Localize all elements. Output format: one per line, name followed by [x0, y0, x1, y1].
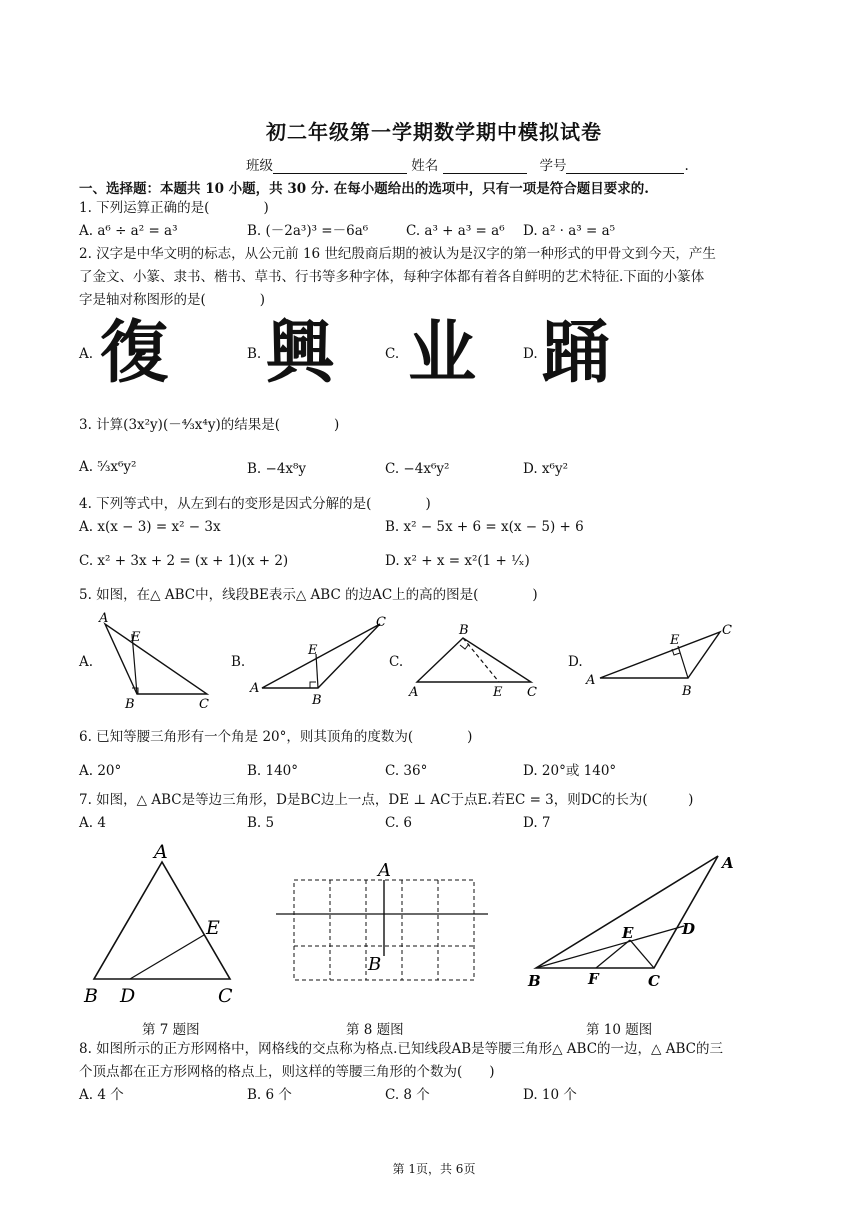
label: F	[588, 970, 599, 988]
q6-option-d[interactable]: D. 20°或 140°	[523, 763, 617, 779]
q6-option-b[interactable]: B. 140°	[247, 763, 299, 779]
q2-option-b[interactable]: B.	[247, 346, 262, 362]
label: C	[648, 972, 660, 990]
label: E	[206, 917, 220, 939]
label: A	[250, 681, 260, 696]
q8-line1: 8. 如图所示的正方形网格中，网格线的交点称为格点.已知线段AB是等腰三角形△ ABC的一边，△ ABC的三	[79, 1041, 723, 1057]
q7-option-b[interactable]: B. 5	[247, 815, 275, 831]
q6-option-c[interactable]: C. 36°	[385, 763, 428, 779]
label: D	[120, 985, 136, 1007]
q5-option-b[interactable]: B.	[231, 654, 246, 670]
label: C	[218, 985, 233, 1007]
figure-8-caption: 第 8 题图	[346, 1022, 404, 1038]
label: C	[527, 685, 537, 700]
figure-10-caption: 第 10 题图	[586, 1022, 653, 1038]
label: C	[199, 697, 209, 712]
q4-option-b[interactable]: B. x² − 5x + 6 = x(x − 5) + 6	[385, 519, 584, 535]
label: B	[312, 693, 322, 708]
q1-option-d[interactable]: D. a² · a³ = a⁵	[523, 223, 616, 239]
q2-option-a[interactable]: A.	[79, 346, 94, 362]
q4-option-a[interactable]: A. x(x − 3) = x² − 3x	[79, 519, 221, 535]
q8-option-d[interactable]: D. 10 个	[523, 1087, 577, 1103]
page-footer: 第 1页，共 6页	[392, 1162, 476, 1176]
figure-7	[80, 842, 250, 1012]
q1-option-b[interactable]: B. (－2a³)³ =－6a⁶	[247, 223, 369, 239]
label: A	[409, 685, 419, 700]
label: A	[722, 854, 734, 872]
label: B	[368, 954, 382, 975]
label: C	[376, 615, 386, 630]
label: B	[528, 972, 541, 990]
q4-stem: 4. 下列等式中，从左到右的变形是因式分解的是( )	[79, 496, 431, 512]
q6-stem: 6. 已知等腰三角形有一个角是 20°，则其顶角的度数为( )	[79, 729, 473, 745]
label: A	[378, 860, 391, 881]
q1-option-a[interactable]: A. a⁶ ÷ a² = a³	[79, 223, 178, 239]
section-heading: 一、选择题：本题共 10 小题，共 30 分. 在每小题给出的选项中，只有一项是符合题目要求的.	[79, 181, 649, 197]
name-field[interactable]	[443, 159, 527, 174]
q8-line2: 个顶点都在正方形网格的格点上，则这样的等腰三角形的个数为( )	[79, 1064, 495, 1080]
q6-option-a[interactable]: A. 20°	[79, 763, 122, 779]
figure-8	[276, 856, 492, 996]
q4-option-c[interactable]: C. x² + 3x + 2 = (x + 1)(x + 2)	[79, 553, 289, 569]
seal-glyph-b: 興	[266, 313, 335, 393]
q5-figure-c	[405, 620, 555, 706]
label: B	[84, 985, 98, 1007]
seal-glyph-d: 踊	[542, 313, 611, 393]
header-end: .	[684, 158, 689, 174]
label: A	[99, 611, 109, 626]
label: E	[622, 924, 634, 942]
figure-10	[524, 846, 754, 996]
class-label: 班级	[246, 158, 273, 174]
seal-glyph-c: 业	[408, 313, 477, 393]
label: A	[586, 673, 596, 688]
label: B	[125, 697, 135, 712]
q5-option-a[interactable]: A.	[79, 654, 94, 670]
q5-stem: 5. 如图，在△ ABC中，线段BE表示△ ABC 的边AC上的高的图是( )	[79, 587, 538, 603]
q1-stem: 1. 下列运算正确的是( )	[79, 200, 269, 216]
q5-figure-d	[586, 620, 746, 704]
q5-option-c[interactable]: C.	[389, 654, 404, 670]
label: C	[722, 623, 732, 638]
name-label: 姓名	[411, 158, 439, 174]
q1-option-c[interactable]: C. a³ + a³ = a⁶	[406, 223, 505, 239]
q7-option-c[interactable]: C. 6	[385, 815, 413, 831]
id-field[interactable]	[566, 159, 684, 174]
label: B	[459, 623, 469, 638]
q3-option-d[interactable]: D. x⁶y²	[523, 461, 568, 477]
q5-option-d[interactable]: D.	[568, 654, 583, 670]
q2-option-c[interactable]: C.	[385, 346, 400, 362]
label: E	[131, 630, 141, 645]
q2-line3: 字是轴对称图形的是( )	[79, 292, 266, 308]
q2-line1: 2. 汉字是中华文明的标志，从公元前 16 世纪殷商后期的被认为是汉字的第一种形式的甲骨文到今天，产生	[79, 246, 716, 262]
q7-option-d[interactable]: D. 7	[523, 815, 551, 831]
q5-figure-a	[95, 610, 215, 710]
label: B	[682, 684, 692, 699]
q2-option-d[interactable]: D.	[523, 346, 538, 362]
page-title: 初二年级第一学期数学期中模拟试卷	[266, 120, 602, 144]
q4-option-d[interactable]: D. x² + x = x²(1 + ¹⁄ₓ)	[385, 553, 530, 569]
label: E	[493, 685, 503, 700]
q7-stem: 7. 如图，△ ABC是等边三角形，D是BC边上一点，DE ⊥ AC于点E.若EC = 3，则DC的长为( )	[79, 792, 694, 808]
q8-option-a[interactable]: A. 4 个	[79, 1087, 124, 1103]
q3-option-a[interactable]: A. ⁵⁄₃x⁶y²	[79, 459, 137, 475]
figure-7-caption: 第 7 题图	[142, 1022, 200, 1038]
q5-figure-b	[250, 614, 400, 706]
q8-option-b[interactable]: B. 6 个	[247, 1087, 292, 1103]
q7-option-a[interactable]: A. 4	[79, 815, 106, 831]
q3-stem: 3. 计算(3x²y)(－⁴⁄₃x⁴y)的结果是( )	[79, 417, 340, 433]
q8-option-c[interactable]: C. 8 个	[385, 1087, 430, 1103]
class-field[interactable]	[273, 159, 407, 174]
label: D	[682, 920, 696, 938]
label: A	[154, 841, 168, 863]
student-info-line	[246, 154, 689, 174]
q3-option-b[interactable]: B. −4x⁸y	[247, 461, 307, 477]
label: E	[670, 633, 680, 648]
q2-line2: 了金文、小篆、隶书、楷书、草书、行书等多种字体，每种字体都有着各自鲜明的艺术特征.下面的小篆体	[79, 269, 705, 285]
q3-option-c[interactable]: C. −4x⁶y²	[385, 461, 450, 477]
id-label: 学号	[539, 158, 567, 174]
seal-glyph-a: 復	[100, 313, 169, 393]
label: E	[308, 643, 318, 658]
